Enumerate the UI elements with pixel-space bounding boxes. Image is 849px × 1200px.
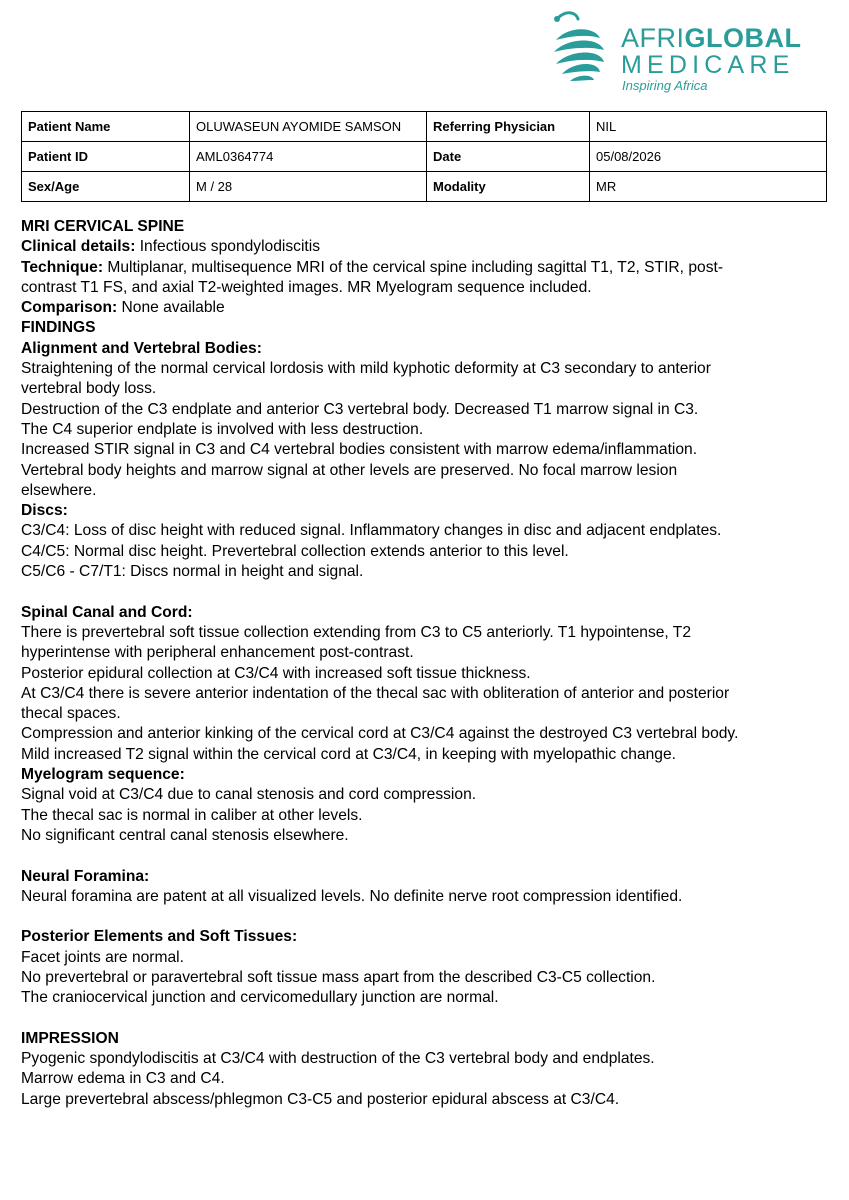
- report-line: C5/C6 - C7/T1: Discs normal in height and signal.: [21, 563, 364, 581]
- report-line: C4/C5: Normal disc height. Prevertebral collection extends anterior to this level.: [21, 542, 569, 560]
- myelogram-heading: Myelogram sequence:: [21, 766, 185, 784]
- spacer: [21, 582, 831, 602]
- impression-heading: IMPRESSION: [21, 1029, 119, 1047]
- alignment-heading: Alignment and Vertebral Bodies:: [21, 339, 262, 357]
- report-line: Pyogenic spondylodiscitis at C3/C4 with destruction of the C3 vertebral body and endplates.: [21, 1050, 655, 1068]
- table-row: [22, 172, 827, 202]
- report-line: No significant central canal stenosis elsewhere.: [21, 826, 349, 844]
- foramina-heading: Neural Foramina:: [21, 867, 150, 885]
- spacer: [21, 1009, 831, 1029]
- table-row: [22, 112, 827, 142]
- patient-id-value: AML0364774: [190, 142, 427, 172]
- report-line: Signal void at C3/C4 due to canal stenosis and cord compression.: [21, 786, 477, 804]
- report-line: vertebral body loss.: [21, 380, 157, 398]
- report-line: Mild increased T2 signal within the cervical cord at C3/C4, in keeping with myelopathic change.: [21, 745, 676, 763]
- referring-physician-value: NIL: [590, 112, 827, 142]
- sex-age-label: Sex/Age: [22, 172, 190, 202]
- report-line: There is prevertebral soft tissue collection extending from C3 to C5 anteriorly. T1 hypointense, T2: [21, 623, 691, 641]
- brand-name: AFRIGLOBAL: [621, 23, 802, 53]
- spacer: [21, 907, 831, 927]
- brand-tagline: Inspiring Africa: [622, 78, 708, 93]
- sex-age-value: M / 28: [190, 172, 427, 202]
- report-line: No prevertebral or paravertebral soft tissue mass apart from the described C3-C5 collection.: [21, 968, 656, 986]
- report-title: MRI CERVICAL SPINE: [21, 218, 185, 235]
- patient-id-label: Patient ID: [22, 142, 190, 172]
- report-line: Destruction of the C3 endplate and anterior C3 vertebral body. Decreased T1 marrow signal in C3.: [21, 400, 699, 418]
- findings-heading: FINDINGS: [21, 319, 96, 337]
- company-logo: [548, 10, 818, 95]
- date-value: 05/08/2026: [590, 142, 827, 172]
- report-line: Increased STIR signal in C3 and C4 vertebral bodies consistent with marrow edema/inflammation.: [21, 441, 698, 459]
- report-line: Compression and anterior kinking of the cervical cord at C3/C4 against the destroyed C3 vertebral body.: [21, 725, 739, 743]
- patient-name-label: Patient Name: [22, 112, 190, 142]
- patient-info-table: [21, 111, 827, 202]
- patient-name-value: OLUWASEUN AYOMIDE SAMSON: [190, 112, 427, 142]
- canal-heading: Spinal Canal and Cord:: [21, 603, 193, 621]
- report-line: Facet joints are normal.: [21, 948, 184, 966]
- posterior-heading: Posterior Elements and Soft Tissues:: [21, 928, 298, 946]
- globe-swirl-icon: [548, 10, 618, 85]
- clinical-details: Clinical details: Infectious spondylodiscitis: [21, 238, 321, 256]
- technique-continued: contrast T1 FS, and axial T2-weighted images. MR Myelogram sequence included.: [21, 278, 592, 296]
- report-line: The C4 superior endplate is involved with less destruction.: [21, 420, 424, 438]
- report-line: Vertebral body heights and marrow signal at other levels are preserved. No focal marrow lesion: [21, 461, 678, 479]
- report-line: Posterior epidural collection at C3/C4 with increased soft tissue thickness.: [21, 664, 531, 682]
- report-line: Marrow edema in C3 and C4.: [21, 1070, 225, 1088]
- report-line: Large prevertebral abscess/phlegmon C3-C5 and posterior epidural abscess at C3/C4.: [21, 1090, 620, 1108]
- report-line: C3/C4: Loss of disc height with reduced signal. Inflammatory changes in disc and adjacent endplates.: [21, 522, 722, 540]
- report-line: Straightening of the normal cervical lordosis with mild kyphotic deformity at C3 secondary to anterior: [21, 360, 711, 378]
- modality-value: MR: [590, 172, 827, 202]
- spacer: [21, 846, 831, 866]
- report-line: Neural foramina are patent at all visualized levels. No definite nerve root compression identified.: [21, 887, 683, 905]
- modality-label: Modality: [427, 172, 590, 202]
- report-line: The thecal sac is normal in caliber at other levels.: [21, 806, 363, 824]
- report-line: hyperintense with peripheral enhancement post-contrast.: [21, 644, 414, 662]
- report-line: thecal spaces.: [21, 705, 121, 723]
- table-row: [22, 142, 827, 172]
- comparison: Comparison: None available: [21, 299, 225, 317]
- report-line: elsewhere.: [21, 481, 97, 499]
- report-line: At C3/C4 there is severe anterior indentation of the thecal sac with obliteration of anterior and posterior: [21, 684, 730, 702]
- referring-physician-label: Referring Physician: [427, 112, 590, 142]
- technique: Technique: Multiplanar, multisequence MRI of the cervical spine including sagittal T1, T2, STIR, post-: [21, 258, 724, 276]
- date-label: Date: [427, 142, 590, 172]
- report-body: [21, 217, 831, 1110]
- report-line: The craniocervical junction and cervicomedullary junction are normal.: [21, 989, 499, 1007]
- brand-subname: MEDICARE: [621, 51, 795, 79]
- discs-heading: Discs:: [21, 502, 68, 520]
